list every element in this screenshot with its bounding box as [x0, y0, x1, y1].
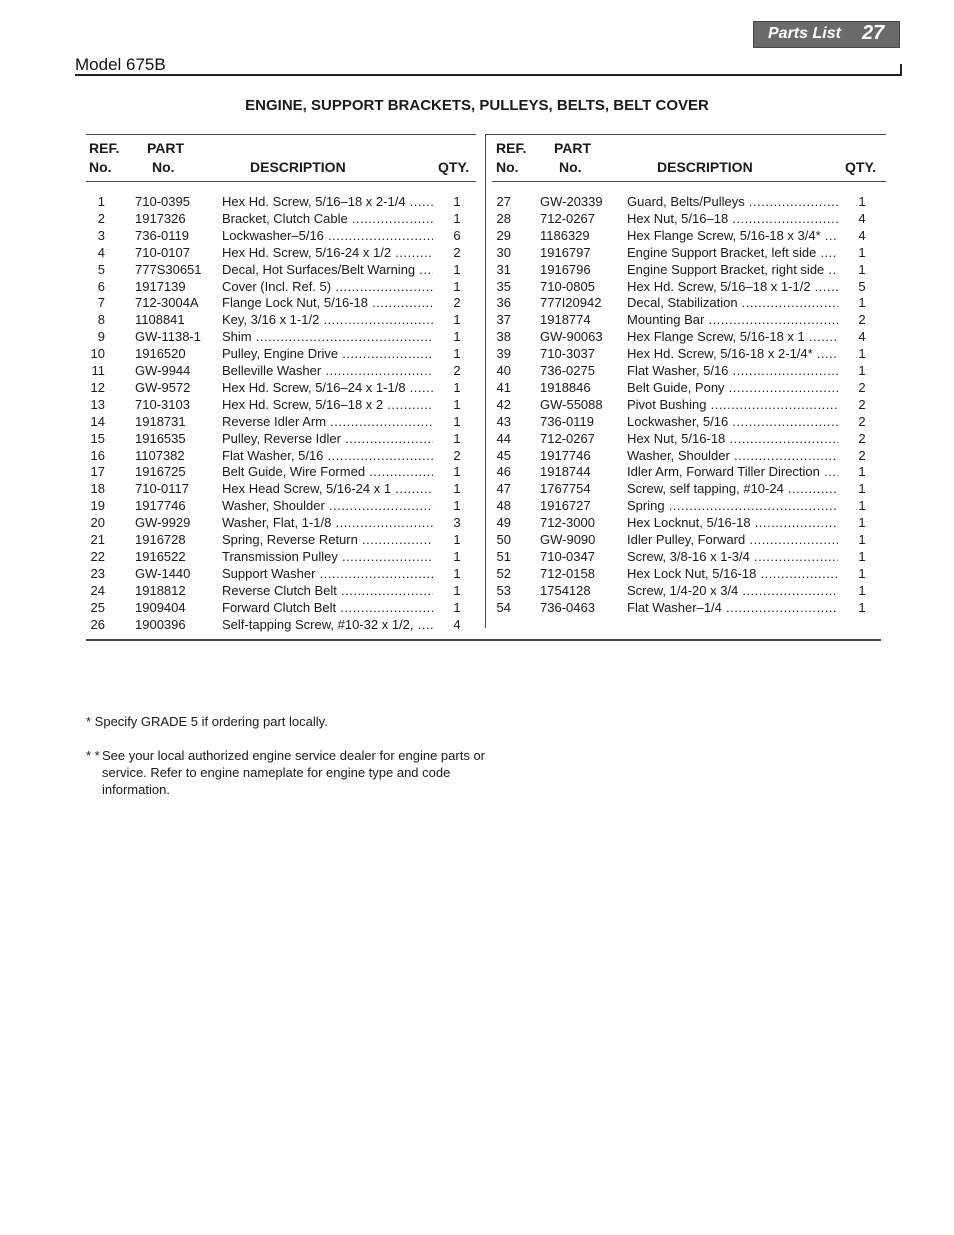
part-row	[0, 514, 900, 531]
part-number: GW-9944	[135, 363, 191, 378]
ref-number: 26	[90, 616, 105, 632]
part-row	[0, 531, 900, 548]
part-row	[0, 193, 900, 210]
ref-number: 20	[90, 515, 105, 531]
table-top-rule-right	[486, 134, 886, 135]
part-number: 1918731	[135, 413, 186, 429]
ref-number: 53	[496, 582, 511, 598]
part-description: Hex Hd. Screw, 5/16–18 x 1-1/2 .....	[627, 278, 838, 295]
ref-number: 24	[90, 582, 105, 598]
part-number: 710-0107	[135, 244, 190, 260]
part-quantity: 2	[858, 430, 866, 446]
part-description: Self-tapping Screw, #10-32 x 1/2, .....	[222, 616, 433, 633]
section-tag	[753, 21, 900, 48]
ref-number: 2	[97, 210, 105, 226]
part-description: Cover (Incl. Ref. 5) .....	[222, 278, 433, 295]
part-number: 1916727	[540, 498, 591, 514]
ref-number: 15	[90, 430, 105, 446]
part-quantity: 4	[453, 616, 461, 632]
part-number: 1107382	[135, 447, 185, 463]
ref-number: 11	[91, 363, 105, 378]
part-quantity: 1	[453, 278, 461, 294]
ref-number: 40	[496, 363, 511, 378]
part-quantity: 1	[453, 261, 461, 277]
description-header: DESCRIPTION	[657, 159, 753, 175]
part-description: Shim .....	[222, 328, 433, 345]
ref-number: 54	[496, 599, 511, 615]
ref-number: 23	[90, 565, 105, 581]
table-top-rule-left	[86, 134, 476, 135]
part-quantity: 1	[453, 565, 461, 581]
part-description: Screw, 3/8-16 x 1-3/4 .....	[627, 548, 838, 565]
part-description: Hex Flange Screw, 5/16-18 x 1 .....	[627, 328, 838, 345]
part-quantity: 1	[453, 396, 461, 412]
part-quantity: 2	[858, 396, 866, 412]
part-number: 712-0158	[540, 565, 595, 581]
part-row	[0, 463, 900, 480]
ref-number: 30	[496, 244, 511, 260]
part-row	[0, 311, 900, 328]
ref-number: 27	[496, 194, 511, 209]
ref-header-line1: REF.	[89, 140, 120, 156]
part-number: 1916520	[135, 346, 186, 362]
section-title: ENGINE, SUPPORT BRACKETS, PULLEYS, BELTS, BELT COVER	[245, 97, 709, 114]
part-description: Engine Support Bracket, left side .....	[627, 244, 838, 261]
part-number: 712-3004A	[135, 295, 199, 311]
ref-number: 45	[496, 447, 511, 463]
part-number: 1916797	[540, 244, 591, 260]
part-number: 1918744	[540, 464, 591, 480]
ref-number: 5	[97, 261, 105, 277]
part-description: Decal, Hot Surfaces/Belt Warning .....	[222, 261, 433, 278]
part-description: Transmission Pulley .....	[222, 548, 433, 565]
ref-number: 28	[496, 210, 511, 226]
header-divider-tick	[900, 64, 902, 76]
part-quantity: 1	[858, 532, 866, 547]
part-quantity: 1	[453, 582, 461, 598]
part-row	[0, 480, 900, 497]
footnote-engine-line1: See your local authorized engine service dealer for engine parts or	[102, 748, 486, 763]
description-header: DESCRIPTION	[250, 159, 346, 175]
part-number: 1917326	[135, 210, 186, 226]
part-number: 736-0119	[540, 413, 594, 429]
part-row	[0, 447, 900, 464]
ref-number: 4	[97, 244, 105, 260]
part-quantity: 2	[453, 447, 461, 463]
part-description: Idler Arm, Forward Tiller Direction .....	[627, 463, 838, 480]
part-number: 1916535	[135, 430, 186, 446]
part-quantity: 1	[453, 312, 461, 328]
part-quantity: 1	[858, 498, 866, 514]
ref-number: 21	[90, 532, 105, 547]
ref-number: 10	[90, 346, 105, 362]
part-number: GW-90063	[540, 329, 603, 345]
part-quantity: 4	[858, 210, 866, 226]
part-description: Lockwasher–5/16 .....	[222, 227, 433, 244]
part-description: Reverse Clutch Belt .....	[222, 582, 433, 599]
part-row	[0, 345, 900, 362]
part-quantity: 1	[858, 565, 866, 581]
part-description: Flange Lock Nut, 5/16-18 .....	[222, 294, 433, 311]
part-quantity: 1	[858, 194, 866, 209]
part-description: Screw, self tapping, #10-24 .....	[627, 480, 838, 497]
part-description: Decal, Stabilization .....	[627, 294, 838, 311]
ref-number: 42	[496, 396, 511, 412]
part-quantity: 5	[858, 278, 866, 294]
part-quantity: 2	[858, 413, 866, 429]
ref-number: 50	[496, 532, 511, 547]
part-quantity: 1	[858, 464, 866, 480]
part-row	[0, 328, 900, 345]
ref-number: 12	[90, 379, 105, 395]
part-number: 1767754	[540, 481, 591, 497]
part-row	[0, 413, 900, 430]
part-quantity: 1	[858, 548, 866, 564]
ref-number: 22	[90, 548, 105, 564]
page-number: 27	[862, 22, 885, 44]
part-quantity: 1	[858, 363, 866, 378]
part-quantity: 2	[858, 447, 866, 463]
ref-number: 36	[496, 295, 511, 311]
part-quantity: 4	[858, 329, 866, 345]
ref-number: 46	[496, 464, 511, 480]
part-description: Hex Hd. Screw, 5/16-24 x 1/2 .....	[222, 244, 433, 261]
part-row	[0, 396, 900, 413]
part-description: Hex Hd. Screw, 5/16–18 x 2 .....	[222, 396, 433, 413]
part-row	[0, 497, 900, 514]
footnote-engine-line3: information.	[102, 782, 170, 797]
ref-number: 18	[90, 481, 105, 497]
part-quantity: 1	[453, 532, 461, 547]
ref-number: 13	[90, 396, 105, 412]
part-description: Reverse Idler Arm .....	[222, 413, 433, 430]
part-quantity: 1	[453, 379, 461, 395]
part-quantity: 1	[453, 413, 461, 429]
part-description: Flat Washer, 5/16 .....	[627, 362, 838, 379]
part-description: Hex Locknut, 5/16-18 .....	[627, 514, 838, 531]
part-number: 1916725	[135, 464, 186, 480]
ref-number: 17	[90, 464, 105, 480]
part-number: GW-9572	[135, 379, 191, 395]
part-description: Hex Nut, 5/16–18 .....	[627, 210, 838, 227]
part-number: 1918846	[540, 379, 591, 395]
part-quantity: 1	[453, 464, 461, 480]
ref-number: 1	[97, 194, 105, 209]
ref-number: 19	[90, 498, 105, 514]
part-description: Hex Head Screw, 5/16-24 x 1 .....	[222, 480, 433, 497]
part-quantity: 1	[858, 599, 866, 615]
part-number: 1900396	[135, 616, 186, 632]
part-number: 1186329	[540, 227, 590, 243]
part-description: Flat Washer, 5/16 .....	[222, 447, 433, 464]
part-quantity: 1	[453, 329, 461, 345]
part-description: Lockwasher, 5/16 .....	[627, 413, 838, 430]
part-number: 736-0275	[540, 363, 595, 378]
part-number: 712-0267	[540, 430, 595, 446]
part-quantity: 1	[858, 346, 866, 362]
part-row	[0, 362, 900, 379]
part-description: Hex Nut, 5/16-18 .....	[627, 430, 838, 447]
part-header-line2: No.	[559, 159, 582, 175]
part-row	[0, 210, 900, 227]
part-row	[0, 227, 900, 244]
part-quantity: 2	[858, 379, 866, 395]
section-label: Parts List	[768, 25, 841, 42]
footnote-grade: * Specify GRADE 5 if ordering part locally.	[86, 714, 328, 729]
ref-header-line1: REF.	[496, 140, 527, 156]
part-description: Belt Guide, Pony .....	[627, 379, 838, 396]
ref-number: 38	[496, 329, 511, 345]
footnote-marker: * *	[86, 748, 100, 763]
ref-number: 29	[496, 227, 511, 243]
ref-number: 7	[97, 295, 105, 311]
part-header-line1: PART	[147, 140, 185, 156]
ref-number: 8	[97, 312, 105, 328]
part-number: 1916796	[540, 261, 591, 277]
part-quantity: 3	[453, 515, 461, 531]
part-description: Belt Guide, Wire Formed .....	[222, 463, 433, 480]
part-description: Spring, Reverse Return .....	[222, 531, 433, 548]
part-row	[0, 599, 900, 616]
part-number: 736-0119	[135, 227, 189, 243]
part-number: GW-9929	[135, 515, 191, 531]
part-quantity: 1	[453, 548, 461, 564]
part-description: Engine Support Bracket, right side .....	[627, 261, 838, 278]
part-number: 1917746	[135, 498, 186, 514]
ref-number: 44	[496, 430, 511, 446]
table-header-rule-right	[492, 181, 886, 182]
part-quantity: 1	[453, 498, 461, 514]
part-quantity: 1	[858, 515, 866, 531]
part-row	[0, 430, 900, 447]
part-number: GW-1138-1	[135, 329, 201, 345]
part-description: Hex Hd. Screw, 5/16–18 x 2-1/4 .....	[222, 193, 433, 210]
part-number: 1916522	[135, 548, 186, 564]
part-description: Pivot Bushing .....	[627, 396, 838, 413]
part-row	[0, 616, 480, 633]
part-number: GW-9090	[540, 532, 596, 547]
part-description: Pulley, Engine Drive .....	[222, 345, 433, 362]
part-quantity: 2	[453, 244, 461, 260]
ref-number: 48	[496, 498, 511, 514]
ref-header-line2: No.	[496, 159, 519, 175]
qty-header: QTY.	[845, 159, 877, 175]
ref-number: 51	[496, 548, 511, 564]
ref-number: 43	[496, 413, 511, 429]
part-description: Hex Hd. Screw, 5/16–24 x 1-1/8 .....	[222, 379, 433, 396]
part-number: 777S30651	[135, 261, 202, 277]
part-description: Idler Pulley, Forward .....	[627, 531, 838, 548]
part-number: 1918812	[135, 582, 186, 598]
table-header-rule-left	[86, 181, 476, 182]
part-number: 710-0805	[540, 278, 595, 294]
part-description: Washer, Shoulder .....	[222, 497, 433, 514]
part-number: 1917139	[135, 278, 186, 294]
part-quantity: 1	[858, 295, 866, 311]
part-description: Screw, 1/4-20 x 3/4 .....	[627, 582, 838, 599]
ref-header-line2: No.	[89, 159, 112, 175]
part-description: Flat Washer–1/4 .....	[627, 599, 838, 616]
part-description: Key, 3/16 x 1-1/2 .....	[222, 311, 433, 328]
ref-number: 14	[90, 413, 105, 429]
ref-number: 49	[496, 515, 511, 531]
part-row	[0, 261, 900, 278]
part-description: Hex Hd. Screw, 5/16-18 x 2-1/4* .....	[627, 345, 838, 362]
part-number: 1917746	[540, 447, 591, 463]
ref-number: 35	[496, 278, 511, 294]
part-row	[0, 565, 900, 582]
part-header-line1: PART	[554, 140, 592, 156]
ref-number: 31	[496, 261, 511, 277]
table-bottom-rule	[86, 639, 881, 641]
ref-number: 47	[496, 481, 511, 497]
part-row	[0, 278, 900, 295]
part-quantity: 1	[858, 481, 866, 497]
part-row	[0, 294, 900, 311]
part-quantity: 1	[453, 346, 461, 362]
part-number: 712-3000	[540, 515, 595, 531]
part-number: 712-0267	[540, 210, 595, 226]
part-quantity: 1	[453, 430, 461, 446]
header-divider	[75, 74, 902, 76]
ref-number: 41	[496, 379, 511, 395]
part-number: 1909404	[135, 599, 186, 615]
part-description: Belleville Washer .....	[222, 362, 433, 379]
part-quantity: 1	[453, 210, 461, 226]
ref-number: 3	[97, 227, 105, 243]
part-number: GW-20339	[540, 194, 603, 209]
part-number: 710-3103	[135, 396, 190, 412]
ref-number: 39	[496, 346, 511, 362]
part-number: 1916728	[135, 532, 186, 547]
part-row	[0, 582, 900, 599]
part-number: 710-3037	[540, 346, 595, 362]
part-number: GW-55088	[540, 396, 603, 412]
model-title: Model 675B	[75, 55, 166, 74]
part-number: 710-0395	[135, 194, 190, 209]
part-description: Pulley, Reverse Idler .....	[222, 430, 433, 447]
part-number: 710-0117	[135, 481, 189, 497]
ref-number: 25	[90, 599, 105, 615]
part-quantity: 1	[453, 481, 461, 497]
part-description: Guard, Belts/Pulleys .....	[627, 193, 838, 210]
part-description: Forward Clutch Belt .....	[222, 599, 433, 616]
part-description: Bracket, Clutch Cable .....	[222, 210, 433, 227]
ref-number: 52	[496, 565, 511, 581]
ref-number: 9	[97, 329, 105, 345]
qty-header: QTY.	[438, 159, 470, 175]
ref-number: 6	[97, 278, 105, 294]
part-quantity: 1	[858, 582, 866, 598]
part-description: Hex Flange Screw, 5/16-18 x 3/4* .....	[627, 227, 838, 244]
part-quantity: 1	[453, 194, 461, 209]
part-quantity: 1	[453, 599, 461, 615]
part-quantity: 2	[453, 295, 461, 311]
part-number: GW-1440	[135, 565, 191, 581]
part-row	[0, 379, 900, 396]
ref-number: 37	[496, 312, 511, 328]
part-number: 777I20942	[540, 295, 602, 311]
part-description: Washer, Shoulder .....	[627, 447, 838, 464]
part-description: Spring .....	[627, 497, 838, 514]
part-row	[0, 548, 900, 565]
part-quantity: 6	[453, 227, 461, 243]
part-quantity: 2	[858, 312, 866, 328]
part-quantity: 1	[858, 261, 866, 277]
part-number: 1754128	[540, 582, 591, 598]
part-row	[0, 244, 900, 261]
part-quantity: 2	[453, 363, 461, 378]
part-quantity: 1	[858, 244, 866, 260]
part-description: Mounting Bar .....	[627, 311, 838, 328]
part-number: 1918774	[540, 312, 591, 328]
part-description: Hex Lock Nut, 5/16-18 .....	[627, 565, 838, 582]
footnote-engine-line2: service. Refer to engine nameplate for engine type and code	[102, 765, 451, 780]
part-number: 736-0463	[540, 599, 595, 615]
part-description: Washer, Flat, 1-1/8 .....	[222, 514, 433, 531]
part-number: 710-0347	[540, 548, 595, 564]
part-description: Support Washer .....	[222, 565, 433, 582]
part-quantity: 4	[858, 227, 866, 243]
part-header-line2: No.	[152, 159, 175, 175]
part-number: 1108841	[135, 312, 185, 328]
ref-number: 16	[90, 447, 105, 463]
